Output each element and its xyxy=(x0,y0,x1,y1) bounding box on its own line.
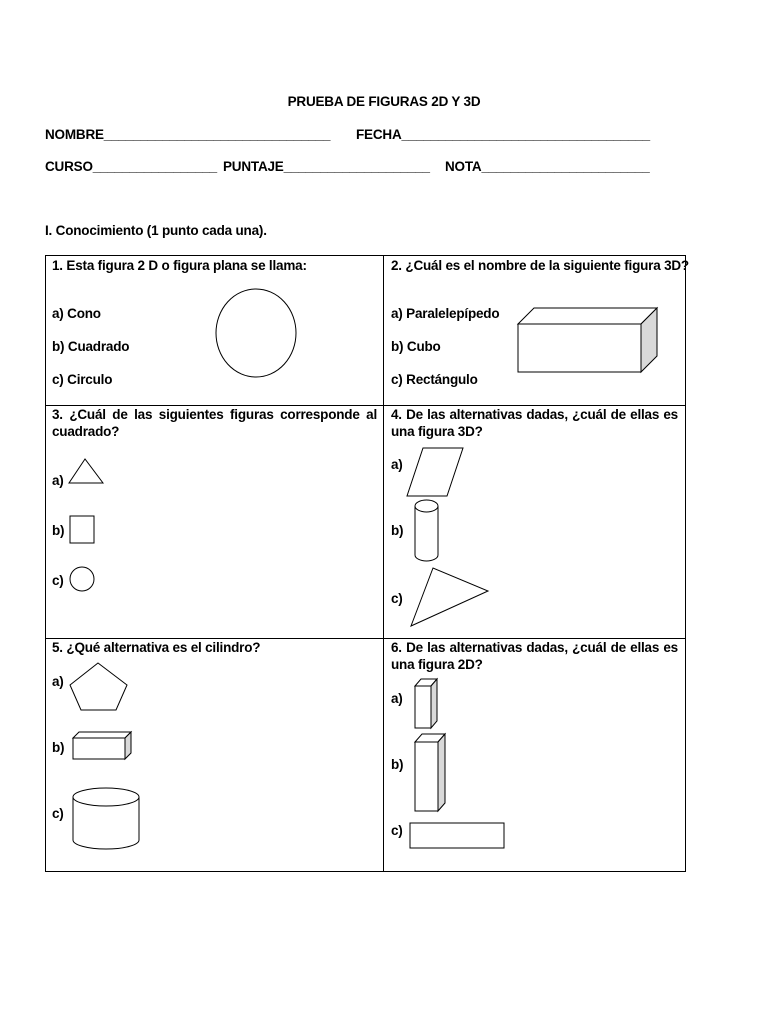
question-4-text-line1: 4. De las alternativas dadas, ¿cuál de ellas es xyxy=(391,407,678,422)
question-6-option-b: b) xyxy=(391,757,404,772)
question-1-option-c: c) Circulo xyxy=(52,372,113,387)
question-5-option-a: a) xyxy=(52,674,64,689)
question-5-option-b: b) xyxy=(52,740,65,755)
nota-field: NOTA_______________________ xyxy=(445,159,650,174)
fecha-field: FECHA__________________________________ xyxy=(356,127,650,142)
puntaje-field: PUNTAJE____________________ xyxy=(223,159,430,174)
rectangular-prism-figure xyxy=(518,308,657,372)
question-3-option-c: c) xyxy=(52,573,64,588)
taller-prism-icon xyxy=(415,734,445,811)
tall-prism-icon xyxy=(415,679,437,728)
question-4-option-b: b) xyxy=(391,523,404,538)
circle-icon xyxy=(70,567,94,591)
question-5-option-c: c) xyxy=(52,806,64,821)
parallelogram-icon xyxy=(407,448,463,496)
question-3-text-line1: 3. ¿Cuál de las siguientes figuras corresponde al xyxy=(52,407,377,422)
question-1-option-b: b) Cuadrado xyxy=(52,339,130,354)
circle-figure xyxy=(216,289,296,377)
question-4-option-a: a) xyxy=(391,457,403,472)
question-2-option-a: a) Paralelepípedo xyxy=(391,306,500,321)
question-1-text: 1. Esta figura 2 D o figura plana se llama: xyxy=(52,258,307,273)
rectangular-prism-icon xyxy=(73,732,131,759)
question-4-text-line2: una figura 3D? xyxy=(391,424,483,439)
question-6-option-a: a) xyxy=(391,691,403,706)
cylinder-icon xyxy=(415,500,438,561)
square-icon xyxy=(70,516,94,543)
triangle-icon xyxy=(69,459,103,483)
nombre-field: NOMBRE_______________________________ xyxy=(45,127,331,142)
question-4-option-c: c) xyxy=(391,591,403,606)
question-1-option-a: a) Cono xyxy=(52,306,101,321)
cylinder-icon xyxy=(73,788,139,849)
question-2-text: 2. ¿Cuál es el nombre de la siguiente figura 3D? xyxy=(391,258,689,273)
rectangle-icon xyxy=(410,823,504,848)
question-6-option-c: c) xyxy=(391,823,403,838)
question-5-text: 5. ¿Qué alternativa es el cilindro? xyxy=(52,640,261,655)
triangle-icon xyxy=(411,568,488,626)
question-3-option-b: b) xyxy=(52,523,65,538)
pentagon-icon xyxy=(70,663,127,710)
curso-field: CURSO_________________ xyxy=(45,159,217,174)
question-2-option-b: b) Cubo xyxy=(391,339,441,354)
question-3-text-line2: cuadrado? xyxy=(52,424,120,439)
question-6-text-line2: una figura 2D? xyxy=(391,657,483,672)
question-2-option-c: c) Rectángulo xyxy=(391,372,478,387)
question-3-option-a: a) xyxy=(52,473,64,488)
page-title: PRUEBA DE FIGURAS 2D Y 3D xyxy=(287,94,481,109)
question-6-text-line1: 6. De las alternativas dadas, ¿cuál de ellas es xyxy=(391,640,678,655)
section-title: I. Conocimiento (1 punto cada una). xyxy=(45,223,267,238)
